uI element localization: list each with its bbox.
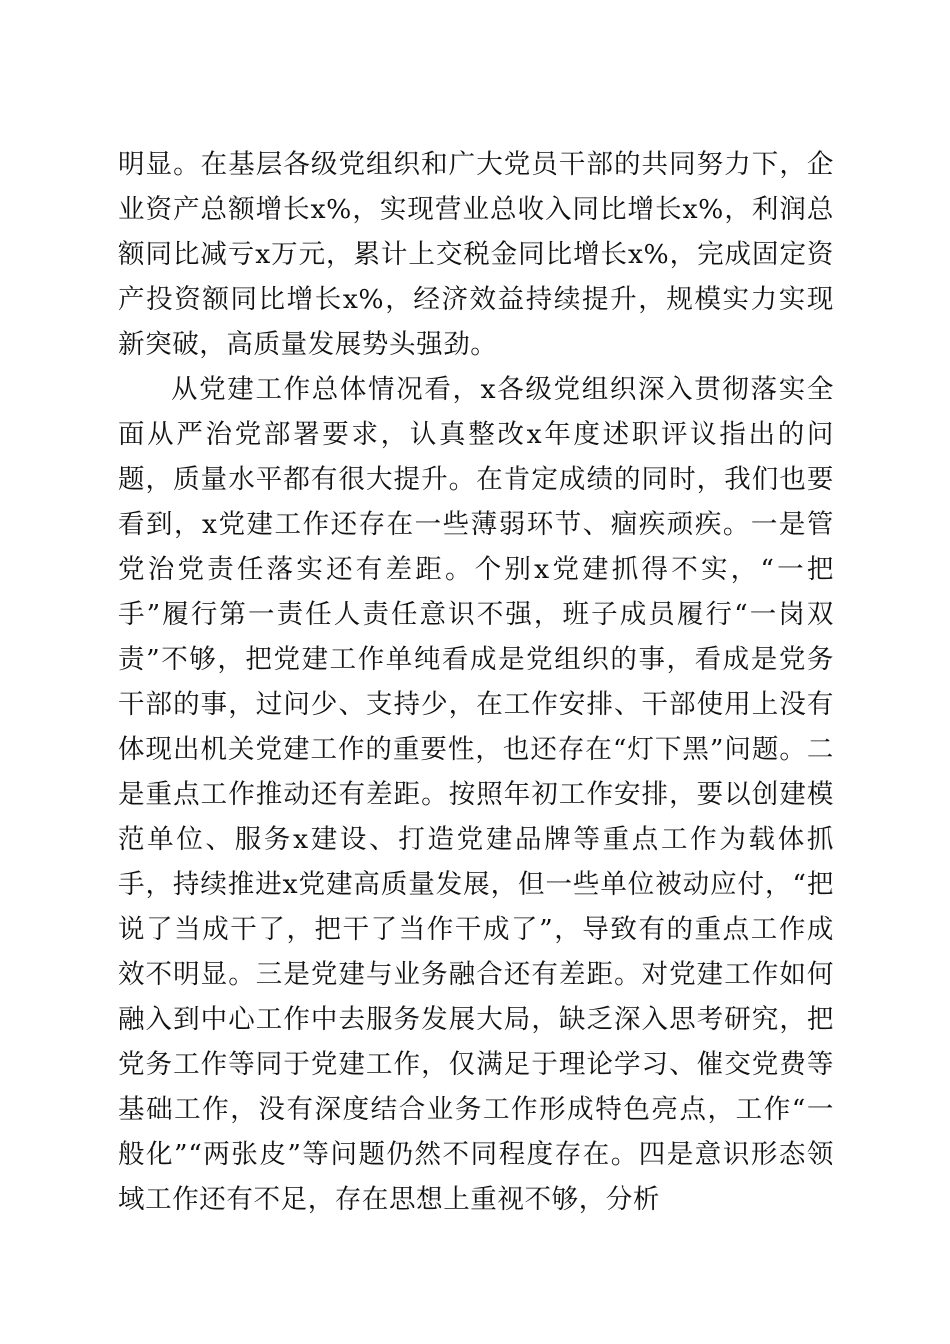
document-body (118, 142, 834, 1222)
paragraph-continuation: 明显。在基层各级党组织和广大党员干部的共同努力下，企业资产总额增长x%，实现营业总收入同比增长x%，利润总额同比减亏x万元，累计上交税金同比增长x%，完成固定资产投资额同比增长x%，经济效益持续提升，规模实力实现新突破，高质量发展势头强劲。 (118, 149, 834, 360)
paragraph-party-building: 从党建工作总体情况看，x各级党组织深入贯彻落实全面从严治党部署要求，认真整改x年度述职评议指出的问题，质量水平都有很大提升。在肯定成绩的同时，我们也要看到，x党建工作还存在一些薄弱环节、痼疾顽疾。一是管党治党责任落实还有差距。个别x党建抓得不实，“一把手”履行第一责任人责任意识不强，班子成员履行“一岗双责”不够，把党建工作单纯看成是党组织的事，看成是党务干部的事，过问少、支持少，在工作安排、干部使用上没有体现出机关党建工作的重要性，也还存在“灯下黑”问题。二是重点工作推动还有差距。按照年初工作安排，要以创建模范单位、服务x建设、打造党建品牌等重点工作为载体抓手，持续推进x党建高质量发展，但一些单位被动应付，“把说了当成干了，把干了当作干成了”，导致有的重点工作成效不明显。三是党建与业务融合还有差距。对党建工作如何融入到中心工作中去服务发展大局，缺乏深入思考研究，把党务工作等同于党建工作，仅满足于理论学习、催交党费等基础工作，没有深度结合业务工作形成特色亮点，工作“一般化”“两张皮”等问题仍然不同程度存在。四是意识形态领域工作还有不足，存在思想上重视不够，分析 (118, 374, 834, 1215)
